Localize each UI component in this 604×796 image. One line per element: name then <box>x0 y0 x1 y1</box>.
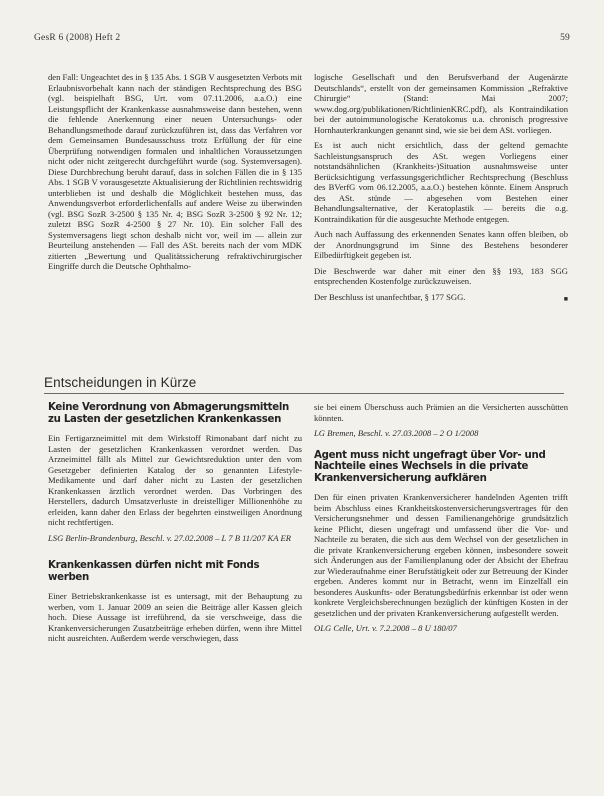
article-citation: OLG Celle, Urt. v. 7.2.2008 – 8 U 180/07 <box>314 623 457 633</box>
article-body-continuation: sie bei einem Überschuss auch Prämien an die Versicherten ausschütten könnten. <box>314 402 568 423</box>
article-body: Einer Betriebskrankenkasse ist es untersagt, mit der Behauptung zu werben, vom 1. Januar 2009 an seien die Beiträge aller Kassen gleich hoch. Diese Aussage ist irreführend, da sie verschweige, dass die Krankenversicherungen Zusatzbeiträge erheben dürfen, wenn ihre Mittel nicht ausreichten. Außerdem werde verschwiegen, dass <box>48 591 302 643</box>
article-citation: LSG Berlin-Brandenburg, Beschl. v. 27.02.2008 – L 7 B 11/207 KA ER <box>48 532 291 543</box>
paragraph: Auch nach Auffassung des erkennenden Senates kann offen bleiben, ob der Anordnungsgrund im Sinne des Bestehens besonderer Eilbedürftigkeit gegeben ist. <box>314 229 568 260</box>
article-fonds-werbung <box>48 560 302 644</box>
article-title: Keine Verordnung von Abmagerungsmitteln zu Lasten der gesetzlichen Krankenkassen <box>48 402 289 425</box>
article-agent-aufklaerung <box>314 450 568 634</box>
paragraph: logische Gesellschaft und den Berufsverband der Augenärzte Deutschlands“, erstellt von der gemeinsamen Kommission „Refraktive Chirurgie“ (Stand: Mai 2007; www.dog.org/publikationen/RichtlinienKRC.pdf), als Kontraindikation bei der autoimmunologische Keratokonus u.a. chronisch progressive Hornhauterkrankungen genannt sind, wie sie bei dem ASt. vorliegen. <box>314 72 568 135</box>
page-number: 59 <box>560 33 570 43</box>
running-head <box>34 33 570 45</box>
continued-text-right-column <box>314 72 568 364</box>
journal-title: GesR 6 (2008) Heft 2 <box>34 33 121 43</box>
article-title: Krankenkassen dürfen nicht mit Fonds werben <box>48 560 260 583</box>
paragraph: Die Beschwerde war daher mit einer den §§ 193, 183 SGG entsprechenden Kostenfolge zurückzuweisen. <box>314 265 568 286</box>
news-right-column <box>314 402 568 786</box>
article-title: Agent muss nicht ungefragt über Vor- und Nachteile eines Wechsels in die private Krankenversicherung aufklären <box>314 449 546 484</box>
article-body: Ein Fertigarzneimittel mit dem Wirkstoff Rimonabant darf nicht zu Lasten der gesetzlichen Krankenkassen verordnet werden. Das Arzneimittel fällt als Mittel zur Gewichtsreduktion unter den vom Gesetzgeber definierten Katalog der so genannten Lifestyle-Medikamente und darf daher nicht zu Lasten der gesetzlichen Krankenkassen ärztlich verordnet werden. Das Vorbringen des Herstellers, dadurch Umsatzverluste in dreistelliger Millionenhöhe zu erleiden, kann daher den Erlass der begehrten einstweiligen Anordnung nicht rechtfertigen. <box>48 433 302 527</box>
section-divider <box>44 393 564 394</box>
paragraph <box>314 292 568 303</box>
section-heading: Entscheidungen in Kürze <box>44 375 197 390</box>
paragraph: den Fall: Ungeachtet des in § 135 Abs. 1 SGB V ausgesetzten Verbots mit Erlaubnisvorbehalt kann nach der ständigen Rechtsprechung des BSG (vgl. beispielhaft BSG, Urt. vom 07.11.2006, a.a.O.) eine Leistungspflicht der Krankenkasse ausnahmsweise dann bestehen, wenn die fehlende Anerkennung einer neuen Untersuchungs- oder Behandlungsmethode darauf zurückzuführen ist, dass das Verfahren vor dem Gemeinsamen Bundesausschuss trotz Erfüllung der für eine Überprüfung notwendigen formalen und inhaltlichen Voraussetzungen nicht oder nicht zeitgerecht durchgeführt wurde (sog. Systemversagen). Diese Durchbrechung beruht darauf, dass in solchen Fällen die in § 135 Abs. 1 SGB V vorausgesetzte Aktualisierung der Richtlinien rechtswidrig unterblieben ist und deshalb die Möglichkeit bestehen muss, das Anwendungsverbot erforderlichenfalls auf andere Weise zu überwinden (vgl. BSG SozR 3-2500 § 135 Nr. 4; BSG SozR 3-2500 § 92 Nr. 12; zuletzt BSG SozR 4-2500 § 27 Nr. 10). Ein solcher Fall des Systemversagens liegt schon deshalb nicht vor, weil im — allein zur Beurteilung anstehenden — Fall des ASt. bereits nach der vom MDK zitierten „Bewertung und Qualitätssicherung refraktivchirurgischer Eingriffe durch die Deutsche Ophthalmo- <box>48 72 302 271</box>
news-left-column <box>48 402 302 782</box>
article-body: Den für einen privaten Krankenversicherer handelnden Agenten trifft beim Abschluss eines Krankheitskostenversicherungsvertrages für den Versicherungsnehmer und dessen Familienangehörige grundsätzlich keine Pflicht, diesen ungefragt und umfassend über die Vor- und Nachteile zu beraten, die sich aus dem Wechsel von der gesetzlichen in die private Krankenversicherung ergeben können, insbesondere soweit sich Änderungen aus der Familienplanung oder der Absicht der Ehefrau zur Wiederaufnahme einer Berufstätigkeit oder zur Betreuung der Kinder ergeben. Anderes kommt nur in Betracht, wenn im Einzelfall ein besonderes Auskunfts- oder Beratungsbedürfnis erkennbar ist oder wenn konkrete Vergleichsberechnungen bezüglich der künftigen Kosten in der gesetzlichen und der privaten Krankenversicherung aufgestellt werden. <box>314 492 568 618</box>
article-rimonabant <box>48 402 302 543</box>
continued-text-left-column <box>48 72 302 354</box>
paragraph: Es ist auch nicht ersichtlich, dass der geltend gemachte Sachleistungsanspruch des ASt. wegen Vorliegens einer notstandsähnlichen (Krankheits-)Situation ausnahmsweise unter Berücksichtigung verfassungsgerichtlicher Rechtsprechung (Beschluss des BVerfG vom 06.12.2005, a.a.O.) bestehen könnte. Einem Anspruch des ASt. stünde — abgesehen vom Bestehen einer Behandlungsalternative, der Keratoplastik — bereits die o.g. Kontraindikation für die ausgesuchte Methode entgegen. <box>314 140 568 224</box>
closing-sentence: Der Beschluss ist unanfechtbar, § 177 SGG. <box>314 291 466 302</box>
spacer <box>48 548 302 560</box>
article-citation: LG Bremen, Beschl. v. 27.03.2008 – 2 O 1/2008 <box>314 428 479 438</box>
end-of-article-marker: ■ <box>563 294 568 303</box>
